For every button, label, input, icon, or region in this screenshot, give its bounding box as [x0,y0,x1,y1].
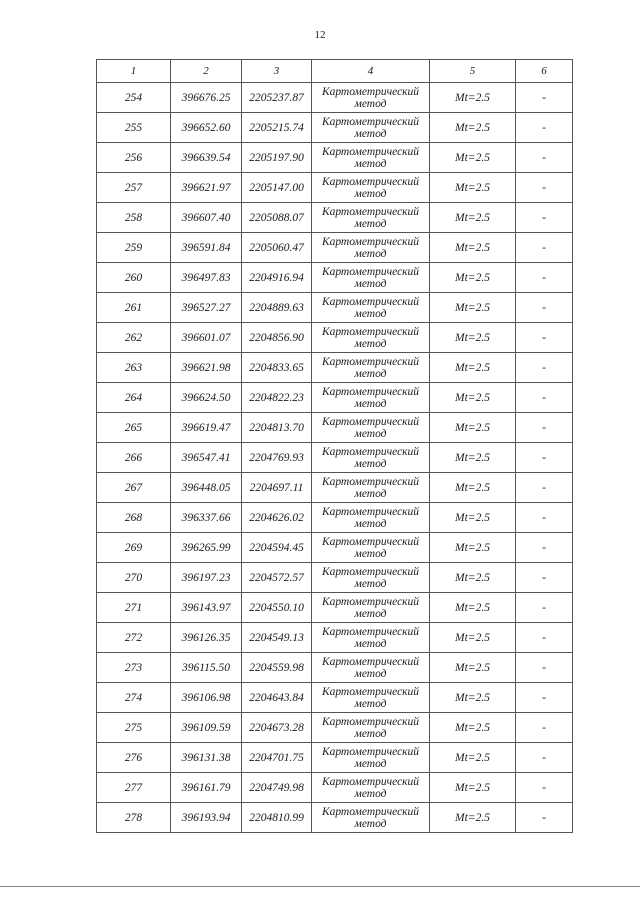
table-row [97,443,573,473]
x-coordinate-cell: 396607.40 [171,203,242,233]
accuracy-cell: Mt=2.5 [430,683,516,713]
x-coordinate-cell: 396197.23 [171,563,242,593]
table-row [97,803,573,833]
y-coordinate-cell: 2204833.65 [242,353,312,383]
method-line-2: метод [354,607,387,620]
point-number-cell: 278 [97,803,171,833]
method-cell [312,773,430,803]
accuracy-cell: Mt=2.5 [430,533,516,563]
method-line-2: метод [354,127,387,140]
x-coordinate-cell: 396601.07 [171,323,242,353]
method-line-1: Картометрический [321,415,420,428]
accuracy-cell: Mt=2.5 [430,473,516,503]
x-coordinate-cell: 396652.60 [171,113,242,143]
table-row [97,353,573,383]
note-cell: - [516,353,573,383]
method-line-1: Картометрический [321,325,420,338]
table-row [97,383,573,413]
note-cell: - [516,113,573,143]
method-line-1: Картометрический [321,775,420,788]
point-number-cell: 265 [97,413,171,443]
point-number-cell: 254 [97,83,171,113]
x-coordinate-cell: 396193.94 [171,803,242,833]
y-coordinate-cell: 2204549.13 [242,623,312,653]
table-row [97,623,573,653]
table-row [97,773,573,803]
note-cell: - [516,143,573,173]
method-line-1: Картометрический [321,355,420,368]
table-row [97,173,573,203]
note-cell: - [516,293,573,323]
method-cell [312,623,430,653]
table-row [97,533,573,563]
method-cell [312,803,430,833]
y-coordinate-cell: 2204594.45 [242,533,312,563]
x-coordinate-cell: 396624.50 [171,383,242,413]
x-coordinate-cell: 396621.97 [171,173,242,203]
x-coordinate-cell: 396115.50 [171,653,242,683]
note-cell: - [516,383,573,413]
method-line-2: метод [354,217,387,230]
table-row [97,503,573,533]
point-number-cell: 268 [97,503,171,533]
method-line-2: метод [354,547,387,560]
method-cell [312,113,430,143]
x-coordinate-cell: 396621.98 [171,353,242,383]
y-coordinate-cell: 2204626.02 [242,503,312,533]
x-coordinate-cell: 396337.66 [171,503,242,533]
x-coordinate-cell: 396547.41 [171,443,242,473]
table-row [97,293,573,323]
table-body [97,83,573,833]
accuracy-cell: Mt=2.5 [430,173,516,203]
method-line-1: Картометрический [321,115,420,128]
table-row [97,653,573,683]
note-cell: - [516,773,573,803]
table-row [97,413,573,443]
x-coordinate-cell: 396676.25 [171,83,242,113]
table-row [97,713,573,743]
accuracy-cell: Mt=2.5 [430,773,516,803]
point-number-cell: 262 [97,323,171,353]
y-coordinate-cell: 2204572.57 [242,563,312,593]
x-coordinate-cell: 396143.97 [171,593,242,623]
accuracy-cell: Mt=2.5 [430,593,516,623]
y-coordinate-cell: 2205060.47 [242,233,312,263]
point-number-cell: 270 [97,563,171,593]
accuracy-cell: Mt=2.5 [430,503,516,533]
method-line-2: метод [354,307,387,320]
x-coordinate-cell: 396161.79 [171,773,242,803]
y-coordinate-cell: 2204643.84 [242,683,312,713]
table-row [97,323,573,353]
method-line-1: Картометрический [321,205,420,218]
point-number-cell: 263 [97,353,171,383]
table-row [97,143,573,173]
method-cell [312,653,430,683]
table-row [97,593,573,623]
note-cell: - [516,503,573,533]
point-number-cell: 258 [97,203,171,233]
method-cell [312,563,430,593]
method-line-2: метод [354,697,387,710]
accuracy-cell: Mt=2.5 [430,413,516,443]
method-cell [312,203,430,233]
method-line-1: Картометрический [321,805,420,818]
note-cell: - [516,593,573,623]
y-coordinate-cell: 2204701.75 [242,743,312,773]
method-cell [312,293,430,323]
method-line-2: метод [354,277,387,290]
y-coordinate-cell: 2204749.98 [242,773,312,803]
x-coordinate-cell: 396619.47 [171,413,242,443]
method-line-1: Картометрический [321,385,420,398]
x-coordinate-cell: 396448.05 [171,473,242,503]
method-cell [312,83,430,113]
point-number-cell: 269 [97,533,171,563]
bottom-divider [0,886,640,887]
table-row [97,473,573,503]
point-number-cell: 277 [97,773,171,803]
method-line-1: Картометрический [321,265,420,278]
y-coordinate-cell: 2204559.98 [242,653,312,683]
table-row [97,263,573,293]
method-cell [312,593,430,623]
point-number-cell: 256 [97,143,171,173]
x-coordinate-cell: 396527.27 [171,293,242,323]
method-line-2: метод [354,457,387,470]
accuracy-cell: Mt=2.5 [430,323,516,353]
point-number-cell: 275 [97,713,171,743]
method-line-1: Картометрический [321,175,420,188]
accuracy-cell: Mt=2.5 [430,383,516,413]
point-number-cell: 261 [97,293,171,323]
point-number-cell: 259 [97,233,171,263]
method-line-1: Картометрический [321,745,420,758]
method-line-1: Картометрический [321,625,420,638]
y-coordinate-cell: 2204673.28 [242,713,312,743]
y-coordinate-cell: 2205088.07 [242,203,312,233]
header-col-4: 4 [312,60,430,83]
point-number-cell: 260 [97,263,171,293]
accuracy-cell: Mt=2.5 [430,293,516,323]
method-cell [312,503,430,533]
method-line-2: метод [354,247,387,260]
method-cell [312,683,430,713]
method-cell [312,533,430,563]
accuracy-cell: Mt=2.5 [430,143,516,173]
method-cell [312,743,430,773]
point-number-cell: 272 [97,623,171,653]
point-number-cell: 273 [97,653,171,683]
method-line-2: метод [354,637,387,650]
method-line-2: метод [354,757,387,770]
method-line-2: метод [354,577,387,590]
method-line-2: метод [354,817,387,830]
method-line-2: метод [354,727,387,740]
accuracy-cell: Mt=2.5 [430,233,516,263]
method-line-2: метод [354,517,387,530]
y-coordinate-cell: 2205237.87 [242,83,312,113]
note-cell: - [516,533,573,563]
method-line-1: Картометрический [321,445,420,458]
note-cell: - [516,173,573,203]
table-row [97,563,573,593]
method-line-2: метод [354,187,387,200]
method-cell [312,233,430,263]
y-coordinate-cell: 2204822.23 [242,383,312,413]
y-coordinate-cell: 2205147.00 [242,173,312,203]
method-cell [312,413,430,443]
method-line-1: Картометрический [321,565,420,578]
header-col-1: 1 [97,60,171,83]
note-cell: - [516,653,573,683]
method-cell [312,713,430,743]
method-line-1: Картометрический [321,595,420,608]
method-line-1: Картометрический [321,145,420,158]
table-header-row [97,60,573,83]
method-line-1: Картометрический [321,85,420,98]
method-cell [312,473,430,503]
x-coordinate-cell: 396106.98 [171,683,242,713]
method-line-1: Картометрический [321,685,420,698]
note-cell: - [516,263,573,293]
accuracy-cell: Mt=2.5 [430,653,516,683]
y-coordinate-cell: 2204916.94 [242,263,312,293]
method-cell [312,443,430,473]
method-line-2: метод [354,787,387,800]
x-coordinate-cell: 396639.54 [171,143,242,173]
y-coordinate-cell: 2204550.10 [242,593,312,623]
note-cell: - [516,713,573,743]
point-number-cell: 271 [97,593,171,623]
table-row [97,233,573,263]
table-row [97,683,573,713]
method-cell [312,263,430,293]
point-number-cell: 274 [97,683,171,713]
note-cell: - [516,233,573,263]
header-col-2: 2 [171,60,242,83]
x-coordinate-cell: 396497.83 [171,263,242,293]
y-coordinate-cell: 2205197.90 [242,143,312,173]
x-coordinate-cell: 396591.84 [171,233,242,263]
method-line-2: метод [354,157,387,170]
note-cell: - [516,563,573,593]
accuracy-cell: Mt=2.5 [430,623,516,653]
y-coordinate-cell: 2204813.70 [242,413,312,443]
method-line-2: метод [354,427,387,440]
note-cell: - [516,683,573,713]
x-coordinate-cell: 396126.35 [171,623,242,653]
method-cell [312,353,430,383]
note-cell: - [516,83,573,113]
note-cell: - [516,413,573,443]
accuracy-cell: Mt=2.5 [430,443,516,473]
x-coordinate-cell: 396109.59 [171,713,242,743]
point-number-cell: 264 [97,383,171,413]
table-row [97,113,573,143]
method-line-1: Картометрический [321,295,420,308]
method-line-2: метод [354,667,387,680]
y-coordinate-cell: 2204769.93 [242,443,312,473]
note-cell: - [516,443,573,473]
page-number: 12 [314,29,326,41]
note-cell: - [516,623,573,653]
method-line-1: Картометрический [321,475,420,488]
table-row [97,743,573,773]
point-number-cell: 276 [97,743,171,773]
method-cell [312,323,430,353]
accuracy-cell: Mt=2.5 [430,563,516,593]
header-col-3: 3 [242,60,312,83]
accuracy-cell: Mt=2.5 [430,83,516,113]
accuracy-cell: Mt=2.5 [430,113,516,143]
y-coordinate-cell: 2204810.99 [242,803,312,833]
accuracy-cell: Mt=2.5 [430,803,516,833]
method-line-1: Картометрический [321,505,420,518]
method-cell [312,173,430,203]
method-line-1: Картометрический [321,715,420,728]
note-cell: - [516,803,573,833]
method-line-2: метод [354,337,387,350]
accuracy-cell: Mt=2.5 [430,263,516,293]
y-coordinate-cell: 2204856.90 [242,323,312,353]
method-line-1: Картометрический [321,655,420,668]
point-number-cell: 267 [97,473,171,503]
y-coordinate-cell: 2204889.63 [242,293,312,323]
accuracy-cell: Mt=2.5 [430,203,516,233]
method-line-2: метод [354,397,387,410]
note-cell: - [516,743,573,773]
header-col-6: 6 [516,60,573,83]
note-cell: - [516,473,573,503]
accuracy-cell: Mt=2.5 [430,353,516,383]
method-line-2: метод [354,97,387,110]
method-line-1: Картометрический [321,535,420,548]
method-cell [312,383,430,413]
y-coordinate-cell: 2205215.74 [242,113,312,143]
table-row [97,203,573,233]
accuracy-cell: Mt=2.5 [430,713,516,743]
method-line-2: метод [354,367,387,380]
x-coordinate-cell: 396265.99 [171,533,242,563]
point-number-cell: 255 [97,113,171,143]
y-coordinate-cell: 2204697.11 [242,473,312,503]
method-cell [312,143,430,173]
table-row [97,83,573,113]
method-line-1: Картометрический [321,235,420,248]
point-number-cell: 266 [97,443,171,473]
point-number-cell: 257 [97,173,171,203]
method-line-2: метод [354,487,387,500]
x-coordinate-cell: 396131.38 [171,743,242,773]
header-col-5: 5 [430,60,516,83]
coordinates-table [96,59,573,833]
note-cell: - [516,203,573,233]
accuracy-cell: Mt=2.5 [430,743,516,773]
note-cell: - [516,323,573,353]
